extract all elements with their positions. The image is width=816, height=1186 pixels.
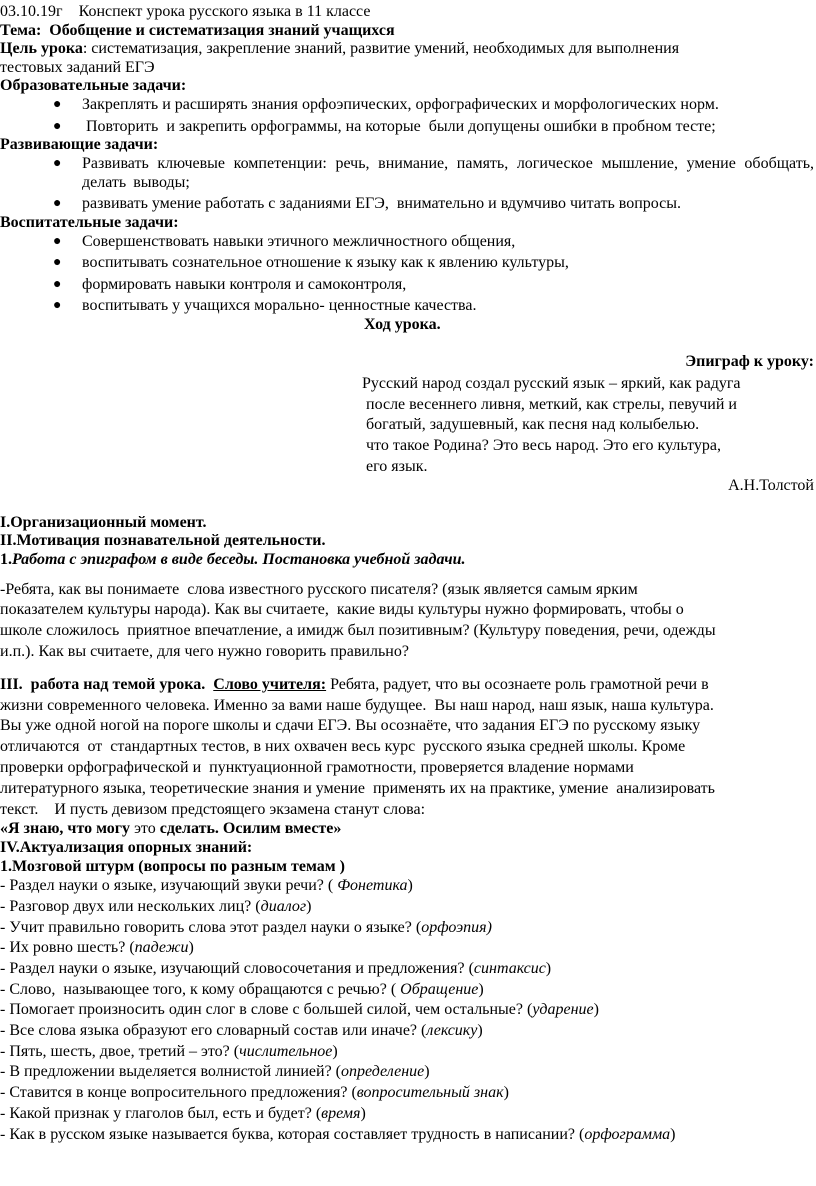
stage-3-paragraph: III. работа над темой урока. Слово учителя: Ребята, радует, что вы осознаете роль грамотной речи в жизни современного человека. Именно за вами наше будущее. Вы наш народ, наш язык, наша культура. Вы уже одной ногой на пороге школы и сдачи ЕГЭ. Вы осознаёте, что задания ЕГЭ по русскому языку отличаются от стандартных тестов, в них охвачен весь курс русского языка средней школы. Кроме проверки орфографической и пунктуационной грамотности, проверяется владение нормами литературного языка, теоретические знания и умение применять их на практике, умение анализировать текст. И пусть девизом предстоящего экзамена станут слова: [0, 675, 715, 818]
question-answer: лексику [426, 1022, 478, 1040]
brainstorm-heading: 1.Мозговой штурм (вопросы по разным темам ) [0, 857, 345, 875]
list-item: ● Повторить и закрепить орфограммы, на которые были допущены ошибки в пробном тесте; [53, 117, 716, 135]
question-answer: время [321, 1104, 361, 1122]
question-text: - Раздел науки о языке, изучающий словосочетания и предложения? ( [0, 959, 474, 977]
question-end: ) [670, 1125, 676, 1143]
list-item: ● воспитывать сознательное отношение к языку как к явлению культуры, [53, 254, 569, 272]
question-answer: синтаксис [473, 959, 546, 977]
topic-line [0, 22, 816, 41]
question-item [0, 1104, 816, 1125]
list-item: ● Совершенствовать навыки этичного межличностного общения, [53, 232, 516, 250]
question-end: ) [478, 980, 484, 998]
list-item: ● Закреплять и расширять знания орфоэпических, орфографических и морфологических норм. [53, 95, 719, 113]
question-item [0, 876, 816, 897]
upbringing-list [0, 233, 816, 316]
lesson-title: Конспект урока русского языка в 11 классе [78, 3, 371, 20]
teacher-word-label: Слово учителя: [213, 675, 327, 693]
question-text: - Как в русском языке называется буква, которая составляет трудность в написании? ( [0, 1125, 585, 1143]
question-item [0, 1125, 816, 1146]
developing-heading: Развивающие задачи: [0, 136, 159, 154]
list-item: ● развивать умение работать с заданиями ЕГЭ, внимательно и вдумчиво читать вопросы. [53, 195, 681, 213]
bullet-icon: ● [53, 118, 62, 134]
question-end: ) [306, 897, 312, 915]
question-item [0, 938, 816, 959]
question-answer: вопросительный знак [356, 1084, 504, 1102]
question-text: - Учит правильно говорить слова этот раздел науки о языке? ( [0, 918, 422, 936]
educational-list [0, 96, 816, 136]
question-item [0, 897, 816, 918]
list-item: ● формировать навыки контроля и самоконтроля, [53, 275, 407, 293]
question-text: - Слово, называющее того, к кому обращаются с речью? ( [0, 980, 401, 998]
question-answer: орфограмма [584, 1125, 671, 1143]
bullet-icon: ● [53, 255, 62, 271]
bullet-icon: ● [53, 276, 62, 292]
motivation-paragraph: -Ребята, как вы понимаете слова известного русского писателя? (язык является самым ярким показателем культуры народа). Как вы считаете, какие виды культуры нужно формировать, чтобы о школе сложилось приятное впечатление, а имидж был позитивным? (Культуру поведения, речи, одежды и.п.). Как вы считаете, для чего нужно говорить правильно? [0, 580, 716, 660]
bullet-icon: ● [53, 298, 62, 314]
question-answer: числительное [239, 1042, 333, 1060]
question-end: ) [360, 1104, 366, 1122]
course-heading: Ход урока. [364, 316, 441, 334]
question-text: - В предложении выделяется волнистой линией? ( [0, 1063, 342, 1081]
question-text: - Их ровно шесть? ( [0, 939, 135, 957]
epigraph-heading: Эпиграф к уроку: [685, 352, 814, 370]
goal-line-2: тестовых заданий ЕГЭ [0, 58, 155, 76]
header-line [0, 3, 816, 22]
stage-1: I.Организационный момент. [0, 513, 207, 531]
educational-heading: Образовательные задачи: [0, 77, 187, 95]
developing-list [0, 155, 816, 214]
question-text: - Раздел науки о языке, изучающий звуки речи? ( [0, 877, 338, 895]
question-item [0, 1083, 816, 1104]
topic-value: Обобщение и систематизация знаний учащихся [49, 21, 395, 39]
question-item [0, 918, 816, 939]
list-item: ● воспитывать у учащихся морально- ценностные качества. [53, 297, 477, 315]
stage-2-task: 1.Работа с эпиграфом в виде беседы. Постановка учебной задачи. [0, 551, 466, 568]
goal-line [0, 40, 816, 59]
question-text: - Пять, шесть, двое, третий – это? ( [0, 1042, 240, 1060]
stage-2: II.Мотивация познавательной деятельности. [0, 532, 326, 550]
epigraph-quote: Русский народ создал русский язык – яркий, как радуга после весеннего ливня, меткий, как стрелы, певучий и богатый, задушевный, как песня над колыбелью. что такое Родина? Это весь народ. Это его культура, его язык. [362, 375, 741, 475]
question-end: ) [503, 1084, 509, 1102]
question-text: - Помогает произносить один слог в слове с большей силой, чем остальные? ( [0, 1001, 533, 1019]
question-item [0, 1042, 816, 1063]
bullet-icon: ● [53, 196, 62, 212]
upbringing-heading: Воспитательные задачи: [0, 213, 179, 231]
lesson-date: 03.10.19г [0, 3, 63, 20]
question-item [0, 1021, 816, 1042]
stage-4: IV.Актуализация опорных знаний: [0, 838, 253, 856]
bullet-icon: ● [53, 96, 62, 112]
question-answer: ударение [532, 1001, 594, 1019]
bullet-icon: ● [53, 233, 62, 249]
topic-label: Тема: [0, 21, 42, 39]
epigraph-author: А.Н.Толстой [728, 477, 814, 495]
question-text: - Ставится в конце вопросительного предложения? ( [0, 1084, 357, 1102]
document-page [0, 3, 816, 1145]
list-item: ● Развивать ключевые компетенции: речь, внимание, память, логическое мышление, умение обобщать, делать выводы; [53, 154, 814, 191]
question-end: ) [545, 959, 552, 977]
question-text: - Разговор двух или нескольких лиц? ( [0, 897, 261, 915]
goal-label: Цель урока [0, 40, 83, 58]
question-answer: диалог [260, 897, 307, 915]
question-end: ) [424, 1063, 430, 1081]
questions-list [0, 876, 816, 1145]
question-answer: определение [341, 1063, 425, 1081]
question-text: - Все слова языка образуют его словарный состав или иначе? ( [0, 1022, 427, 1040]
question-answer: падежи [134, 939, 189, 957]
question-item [0, 980, 816, 1001]
question-item [0, 959, 816, 980]
question-end: ) [407, 877, 413, 895]
question-item [0, 1000, 816, 1021]
stage-3-heading: III. работа над темой урока. [0, 675, 206, 693]
question-item [0, 1062, 816, 1083]
motto: «Я знаю, что могу это сделать. Осилим вместе» [0, 820, 342, 838]
question-end: ) [593, 1001, 599, 1019]
question-end: ) [477, 1022, 483, 1040]
question-end: ) [332, 1042, 338, 1060]
question-answer: орфоэпия) [421, 918, 492, 936]
question-text: - Какой признак у глаголов был, есть и будет? ( [0, 1104, 322, 1122]
question-answer: Фонетика [337, 877, 408, 895]
question-end: ) [188, 939, 194, 957]
goal-text-1: : систематизация, закрепление знаний, развитие умений, необходимых для выполнения [82, 40, 680, 58]
question-answer: Обращение [400, 980, 479, 998]
bullet-icon: ● [53, 155, 62, 171]
